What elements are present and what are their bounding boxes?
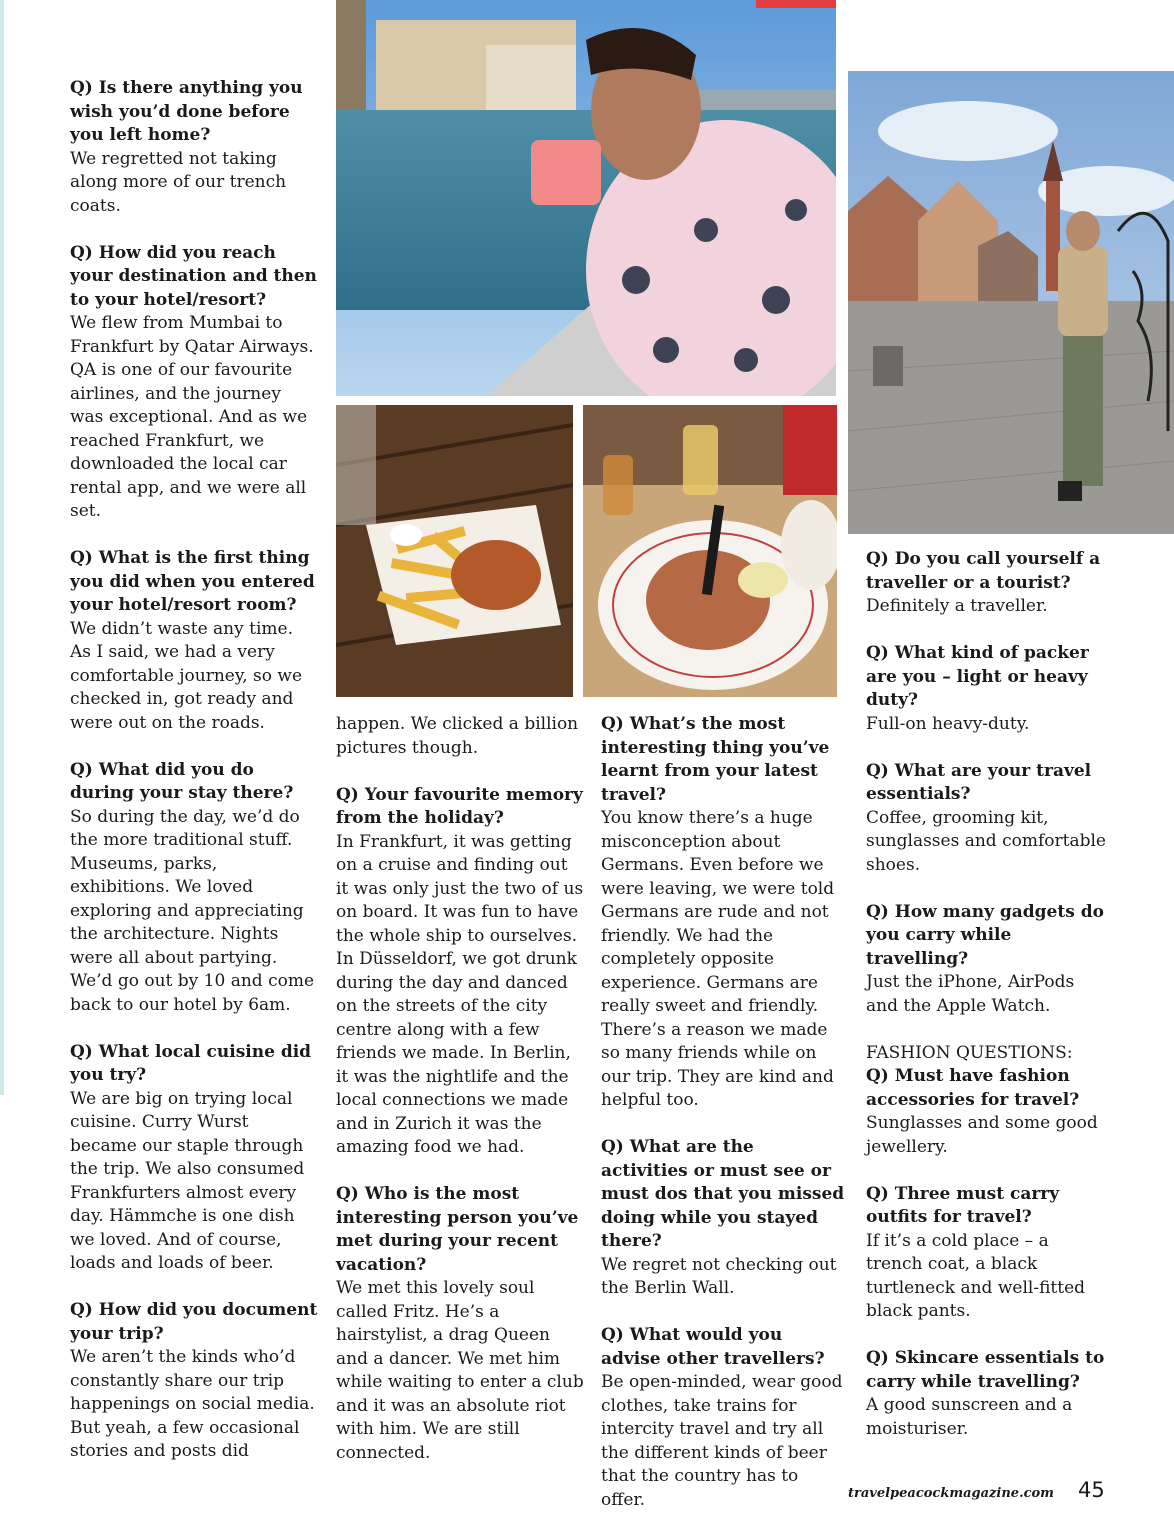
question: Q) Three must carry outfits for travel?	[866, 1183, 1060, 1227]
question: Q) What’s the most interesting thing you’ve learnt from your latest travel?	[601, 714, 830, 805]
answer: We met this lovely soul called Fritz. He’s a hairstylist, a drag Queen and a dancer. We met him while waiting to enter a club and it was an absolute riot with him. We are still connected.	[336, 1278, 584, 1463]
answer: We are big on trying local cuisine. Curry Wurst became our staple through the trip. We also consumed Frankfurters almost every day. Hämmche is one dish we loved. And of course, loads and loads of beer.	[70, 1088, 305, 1273]
question: Q) Do you call yourself a traveller or a tourist?	[866, 549, 1101, 593]
question: Q) What are the activities or must see or must dos that you missed doing while you stayed there?	[601, 1137, 845, 1251]
page-number: 45	[1078, 1478, 1105, 1502]
question: Q) How did you reach your destination and then to your hotel/resort?	[70, 242, 317, 310]
answer-continued: happen. We clicked a billion pictures though.	[336, 714, 579, 758]
question: Q) Who is the most interesting person you’ve met during your recent vacation?	[336, 1184, 579, 1275]
answer: We aren’t the kinds who’d constantly share our trip happenings on social media. But yeah, a few occasional stories and posts did	[70, 1347, 315, 1461]
photo-river-drink	[336, 0, 836, 396]
answer: Be open-minded, wear good clothes, take trains for intercity travel and try all the different kinds of beer that the country has to offer.	[601, 1372, 843, 1510]
question: Q) How many gadgets do you carry while travelling?	[866, 901, 1104, 969]
answer: You know there’s a huge misconception about Germans. Even before we were leaving, we were told Germans are rude and not friendly. We had the completely opposite experience. Germans are really sweet and friendly. There’s a reason we made so many friends while on our trip. They are kind and helpful too.	[601, 808, 835, 1110]
question: Q) What would you advise other travellers?	[601, 1325, 825, 1369]
question: Q) What kind of packer are you – light or heavy duty?	[866, 643, 1089, 710]
question: Q) Skincare essentials to carry while travelling?	[866, 1348, 1105, 1392]
photo-pork-knuckle	[583, 405, 837, 697]
answer: Sunglasses and some good jewellery.	[866, 1113, 1098, 1157]
page-edge-accent	[0, 0, 4, 1095]
answer: Just the iPhone, AirPods and the Apple Watch.	[866, 972, 1075, 1016]
column-3	[601, 713, 846, 1512]
section-label: FASHION QUESTIONS:	[866, 1042, 1073, 1063]
question: Q) What are your travel essentials?	[866, 760, 1092, 804]
question: Q) Is there anything you wish you’d done before you left home?	[70, 78, 303, 145]
answer: We didn’t waste any time. As I said, we had a very comfortable journey, so we checked in, got ready and were out on the roads.	[70, 618, 302, 733]
answer: Full-on heavy-duty.	[866, 713, 1030, 734]
answer: In Frankfurt, it was getting on a cruise and finding out it was only just the two of us on board. It was fun to have the whole ship to ourselves. In Düsseldorf, we got drunk during the day and danced on the streets of the city centre along with a few friends we made. In Berlin, it was the nightlife and the local connections we made and in Zurich it was the amazing food we had.	[336, 831, 584, 1157]
answer: If it’s a cold place – a trench coat, a black turtleneck and well-fitted black pants.	[866, 1230, 1086, 1321]
column-4	[866, 548, 1110, 1441]
question: Q) Must have fashion accessories for travel?	[866, 1066, 1080, 1110]
column-2	[336, 713, 584, 1465]
question: Q) What did you do during your stay there?	[70, 759, 294, 803]
photo-town-square	[848, 71, 1174, 534]
answer: A good sunscreen and a moisturiser.	[866, 1395, 1073, 1439]
answer: Definitely a traveller.	[866, 596, 1048, 616]
answer: Coffee, grooming kit, sunglasses and comfortable shoes.	[866, 807, 1106, 875]
column-1	[70, 77, 318, 1464]
question: Q) Your favourite memory from the holiday?	[336, 784, 583, 828]
photo-currywurst	[336, 405, 573, 697]
question: Q) How did you document your trip?	[70, 1300, 318, 1344]
question: Q) What is the first thing you did when you entered your hotel/resort room?	[70, 548, 315, 615]
answer: We regretted not taking along more of our trench coats.	[70, 148, 287, 216]
question: Q) What local cuisine did you try?	[70, 1041, 312, 1085]
answer: So during the day, we’d do the more traditional stuff. Museums, parks, exhibitions. We loved exploring and appreciating the architecture. Nights were all about partying. We’d go out by 10 and come back to our hotel by 6am.	[70, 806, 315, 1015]
magazine-url: travelpeacockmagazine.com	[848, 1486, 1054, 1501]
answer: We regret not checking out the Berlin Wall.	[601, 1254, 837, 1298]
answer: We flew from Mumbai to Frankfurt by Qatar Airways. QA is one of our favourite airlines, and the journey was exceptional. And as we reached Frankfurt, we downloaded the local car rental app, and we were all set.	[70, 313, 314, 521]
